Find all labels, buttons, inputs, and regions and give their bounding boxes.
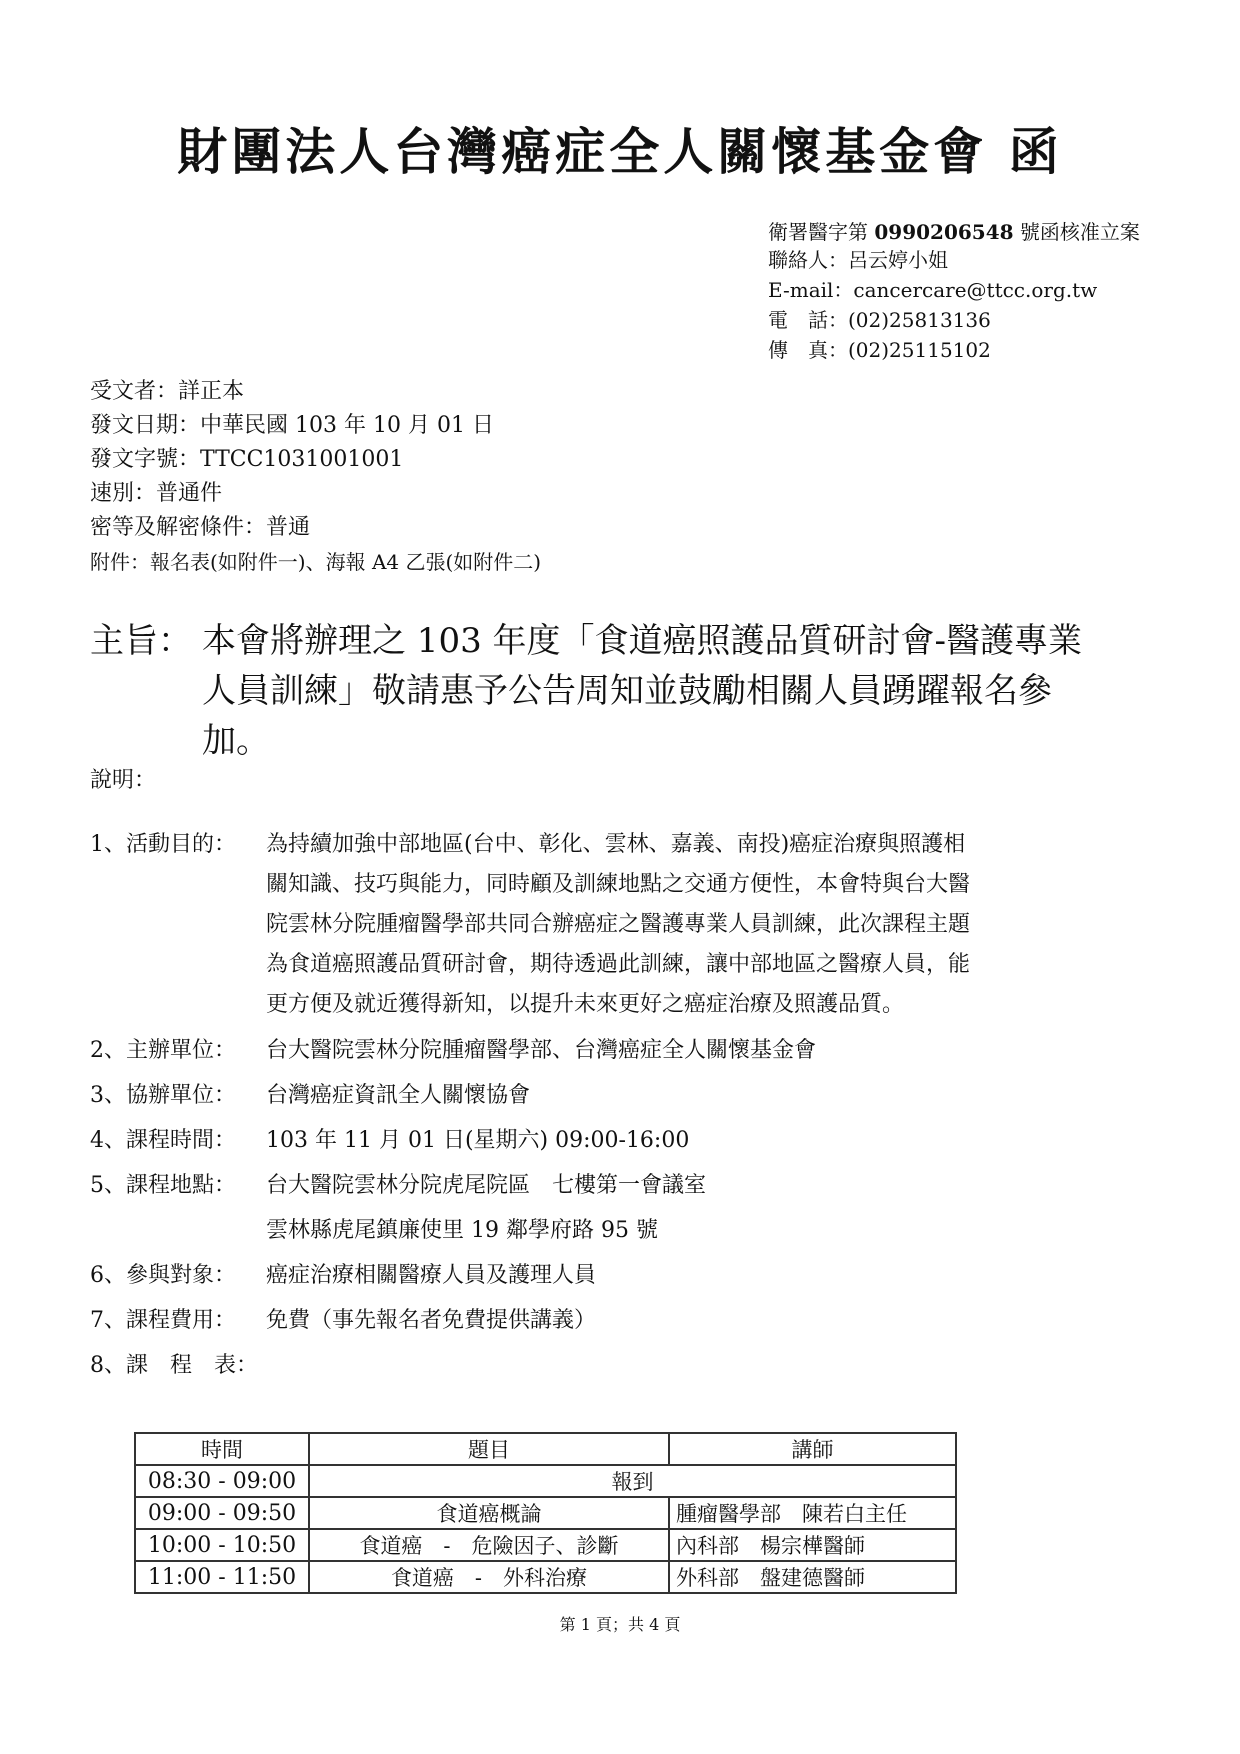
row-time: 09:00 - 09:50 (135, 1497, 309, 1529)
item-co-organizer (90, 1078, 530, 1109)
row-speaker: 內科部 楊宗樺醫師 (669, 1529, 956, 1561)
document-number: 發文字號：TTCC1031001001 (90, 447, 404, 472)
recipient: 受文者：詳正本 (90, 379, 245, 404)
page-number: 第 1 頁；共 4 頁 (559, 1615, 681, 1634)
header-time: 時間 (135, 1433, 309, 1465)
row-speaker: 外科部 盤建德醫師 (669, 1561, 956, 1593)
table-row (135, 1529, 956, 1561)
item-text: 免費（事先報名者免費提供講義） (266, 1308, 597, 1333)
row-time: 10:00 - 10:50 (135, 1529, 309, 1561)
contact-fax: 傳 真：(02)25115102 (768, 338, 991, 362)
item-label: 7、課程費用： (90, 1308, 236, 1333)
subject-text (202, 616, 1240, 766)
item-label: 5、課程地點： (90, 1173, 236, 1198)
schedule-table (134, 1432, 957, 1594)
item-text: 103 年 11 月 01 日(星期六) 09:00-16:00 (266, 1128, 690, 1153)
row-topic: 報到 (309, 1465, 956, 1497)
item-text: 為食道癌照護品質研討會，期待透過此訓練，讓中部地區之醫療人員，能 (266, 952, 971, 977)
item-label: 3、協辦單位： (90, 1083, 236, 1108)
row-topic: 食道癌 - 危險因子、診斷 (309, 1529, 669, 1561)
subject-line: 本會將辦理之 103 年度「食道癌照護品質研討會-醫護專業 (202, 621, 1082, 661)
item-text: 台灣癌症資訊全人關懷協會 (266, 1083, 531, 1108)
item-text: 為持續加強中部地區(台中、彰化、雲林、嘉義、南投)癌症治療與照護相 (266, 832, 966, 857)
item-course-location (90, 1168, 706, 1199)
item-organizer (90, 1033, 816, 1064)
contact-email: E-mail：cancercare@ttcc.org.tw (768, 278, 1098, 302)
item-fee (90, 1303, 596, 1334)
row-time: 08:30 - 09:00 (135, 1465, 309, 1497)
contact-person: 聯絡人：呂云婷小姐 (768, 248, 948, 272)
item-text: 台大醫院雲林分院腫瘤醫學部、台灣癌症全人關懷基金會 (266, 1038, 817, 1063)
security-class: 密等及解密條件：普通 (90, 515, 311, 540)
speed-class: 速別：普通件 (90, 481, 223, 506)
issue-date: 發文日期：中華民國 103 年 10 月 01 日 (90, 413, 494, 438)
contact-phone: 電 話：(02)25813136 (768, 308, 991, 332)
table-row (135, 1465, 956, 1497)
document-title: 財團法人台灣癌症全人關懷基金會 函 (177, 122, 1063, 181)
header-speaker: 講師 (669, 1433, 956, 1465)
item-label: 8、課 程 表： (90, 1353, 258, 1378)
item-label: 6、參與對象： (90, 1263, 236, 1288)
row-time: 11:00 - 11:50 (135, 1561, 309, 1593)
item-text: 台大醫院雲林分院虎尾院區 七樓第一會議室 (266, 1173, 707, 1198)
item-label: 4、課程時間： (90, 1128, 236, 1153)
explanation-label: 說明： (90, 768, 157, 793)
approval-suffix: 號函核准立案 (1013, 220, 1140, 244)
table-header-row (135, 1433, 956, 1465)
item-text: 更方便及就近獲得新知，以提升未來更好之癌症治療及照護品質。 (266, 992, 905, 1017)
item-audience (90, 1258, 596, 1289)
row-topic: 食道癌 - 外科治療 (309, 1561, 669, 1593)
approval-number: 0990206548 (874, 220, 1014, 244)
item-schedule (90, 1348, 266, 1379)
item-text: 癌症治療相關醫療人員及護理人員 (266, 1263, 597, 1288)
row-speaker: 腫瘤醫學部 陳若白主任 (669, 1497, 956, 1529)
attachments: 附件：報名表(如附件一)、海報 A4 乙張(如附件二) (90, 550, 542, 574)
item-label: 1、活動目的： (90, 832, 236, 857)
item-text: 關知識、技巧與能力，同時顧及訓練地點之交通方便性，本會特與台大醫 (266, 872, 971, 897)
item-course-time (90, 1123, 689, 1154)
subject-label: 主旨： (90, 621, 192, 661)
table-row (135, 1497, 956, 1529)
table-row (135, 1561, 956, 1593)
row-topic: 食道癌概論 (309, 1497, 669, 1529)
item-label: 2、主辦單位： (90, 1038, 236, 1063)
item-text: 院雲林分院腫瘤醫學部共同合辦癌症之醫護專業人員訓練，此次課程主題 (266, 912, 971, 937)
approval-prefix: 衛署醫字第 (768, 220, 875, 244)
approval-line (768, 218, 1140, 246)
subject-line: 人員訓練」敬請惠予公告周知並鼓勵相關人員踴躍報名參 (202, 671, 1052, 711)
header-topic: 題目 (309, 1433, 669, 1465)
item-purpose (90, 827, 965, 858)
subject-line: 加。 (202, 721, 270, 761)
item-text: 雲林縣虎尾鎮廉使里 19 鄰學府路 95 號 (266, 1218, 658, 1243)
